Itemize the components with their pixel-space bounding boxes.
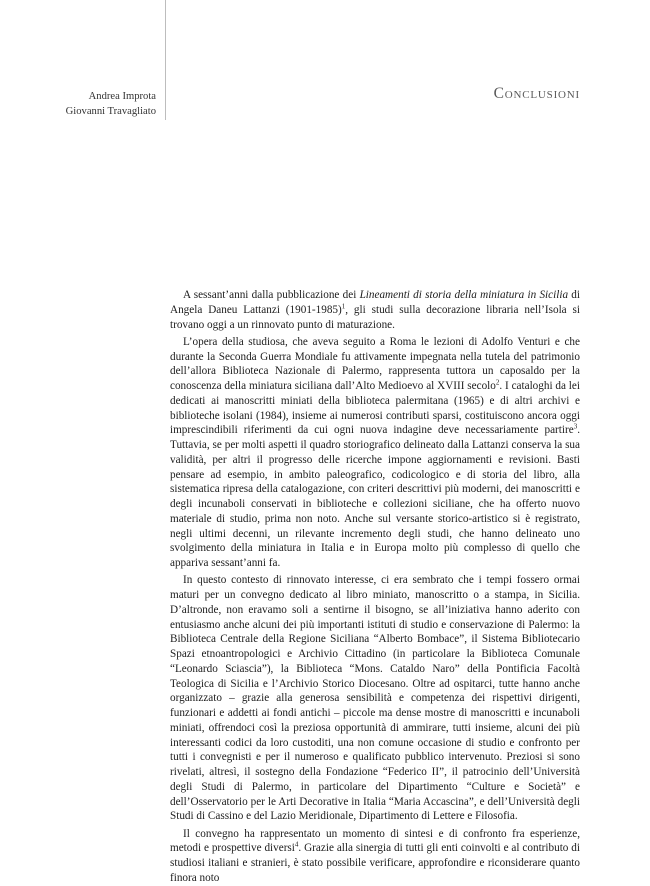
footnote-ref: 2 [495, 378, 500, 387]
text-segment: Il convegno ha rappresentato un momento di sintesi e di confronto fra esperienze, metodi e prospettive diversi [170, 827, 580, 855]
text-segment: di Angela Daneu Lattanzi (1901-1985) [170, 289, 581, 316]
section-title: Conclusioni [493, 85, 580, 102]
text-segment: A sessant’anni dalla pubblicazione dei [183, 289, 360, 301]
footnote-ref: 3 [573, 422, 578, 431]
paragraph [170, 335, 580, 571]
text-segment: . Grazie alla sinergia di tutti gli enti coinvolti e al contributo di studiosi italiani e stranieri, è stato possibile verificare, approfondire e riconsiderare quanto finora noto [170, 842, 580, 884]
text-segment: , gli studi sulla decorazione libraria nell’Isola si trovano oggi a un rinnovato punto di maturazione. [170, 303, 580, 331]
author-name: Andrea Improta [88, 91, 156, 102]
author-name: Giovanni Travagliato [65, 106, 156, 117]
body-text [170, 288, 580, 886]
paragraph [170, 288, 580, 332]
book-title: Lineamenti di storia della miniatura in Sicilia [359, 289, 569, 301]
paragraph [170, 573, 580, 824]
text-segment: . Tuttavia, se per molti aspetti il quadro storiografico delineato dalla Lattanzi conserva la sua validità, per altri il progresso delle ricerche impone aggiornamenti e revisioni. Basti pensare ad esempio, in ambito paleografico, codicologico e di storia del libro, alla sistematica ripresa della catalogazione, con criteri descrittivi più moderni, dei manoscritti e degli incunaboli conservati in biblioteche e collezioni siciliane, che ha offerto nuovo materiale di studio, prima non noto. Anche sul versante storico-artistico si è registrato, negli ultimi decenni, un rilevante incremento degli studi, che hanno delineato uno svolgimento della miniatura in Italia e in Europa molto più complesso di quello che appariva sessant’anni fa. [170, 424, 580, 569]
text-segment: In questo contesto di rinnovato interesse, ci era sembrato che i tempi fossero ormai maturi per un convegno dedicato al libro miniato, manoscritto o a stampa, in Sicilia. D’altronde, non eravamo soli a sentirne il bisogno, se all’iniziativa hanno aderito con entusiasmo anche alcuni dei più importanti istituti di studio e conservazione di Palermo: la Biblioteca Centrale della Regione Siciliana “Alberto Bombace”, il Sistema Bibliotecario Spazi etnoantropologici e Archivio Cittadino (in particolare la Biblioteca Comunale “Leonardo Sciascia”), la Biblioteca “Mons. Cataldo Naro” della Pontificia Facoltà Teologica di Sicilia e l’Archivio Storico Diocesano. Oltre ad ospitarci, tutte hanno anche organizzato – grazie alla generosa sensibilità e competenza dei rispettivi dirigenti, funzionari e addetti ai fondi antichi – piccole ma dense mostre di manoscritti e incunaboli miniati, offrendoci così la preziosa opportunità di ammirare, tutti insieme, alcuni dei più interessanti codici da loro custoditi, una non comune occasione di studio e confronto per tutti i convegnisti e per il numeroso e qualificato pubblico intervenuto. Preziosi si sono rivelati, altresì, il sostegno della Fondazione “Federico II”, il patrocinio dell’Università degli Studi di Palermo, in particolare del Dipartimento “Culture e Società” e dell’Osservatorio per le Arti Decorative in Italia “Maria Accascina”, e dell’Università degli Studi di Cassino e del Lazio Meridionale, Dipartimento di Lettere e Filosofia. [170, 574, 580, 823]
footnote-ref: 1 [341, 302, 346, 311]
vertical-divider [165, 0, 166, 120]
text-segment: L’opera della studiosa, che aveva seguito a Roma le lezioni di Adolfo Venturi e che durante la Seconda Guerra Mondiale fu attivamente impegnata nella tutela del patrimonio dell’allora Biblioteca Nazionale di Palermo, rappresenta tuttora un caposaldo per la conoscenza della miniatura siciliana dall’Alto Medioevo al XVIII secolo [170, 335, 580, 392]
authors [66, 89, 156, 119]
text-segment: . I cataloghi da lei dedicati ai manoscritti miniati della biblioteca palermitana (1965) e di altri archivi e biblioteche isolani (1984), insieme ai numerosi contributi sparsi, costituiscono ancora oggi imprescindibili riferimenti da cui ogni nuova indagine deve necessariamente partire [170, 380, 580, 437]
footnote-ref: 4 [294, 840, 299, 849]
paragraph [170, 827, 580, 886]
